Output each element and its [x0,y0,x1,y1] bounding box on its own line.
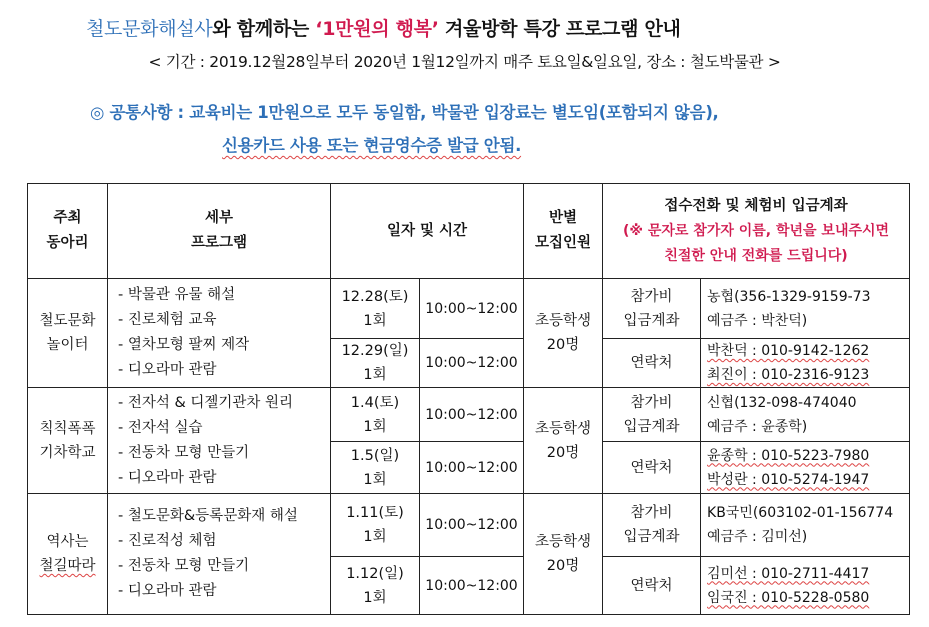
table-row [28,494,910,557]
header-contact-note-1: (※ 문자로 참가자 이름, 학년을 보내주시면 [622,222,890,239]
recruit-info [524,494,603,615]
account-holder: 예금주 : 김미선) [707,529,808,545]
account-label-line2: 입금계좌 [623,529,680,545]
club-name [28,494,108,615]
account-label [603,388,701,442]
program-item: - 디오라마 관람 [118,469,217,486]
program-item: - 전동차 모형 만들기 [118,444,250,461]
program-list [108,494,331,615]
header-recruit-line2: 모집인원 [535,235,592,251]
account-number: KB국민(603102-01-156774 [707,505,894,521]
session-date-day: 1.11(토) [346,505,404,521]
account-label-line1: 참가비 [630,505,673,521]
account-label-line2: 입금계좌 [623,312,680,329]
program-list [108,388,331,494]
contact-label: 연락처 [603,442,701,494]
notice-line-1: ◎ 공통사항 : 교육비는 1만원으로 모두 동일함, 박물관 입장료는 별도임(포함되지 않음), [90,103,719,122]
title-highlight: ‘1만원의 행복’ [315,18,439,40]
session-time: 10:00~12:00 [420,388,524,442]
session-time: 10:00~12:00 [420,339,524,388]
contact-phone: 박찬덕 : 010-9142-1262 [707,343,870,359]
recruit-info [524,388,603,494]
period-line: < 기간 : 2019.12월28일부터 2020년 1월12일까지 매주 토요일&일요일, 장소 : 철도박물관 > [148,53,781,71]
contact-info [701,442,910,494]
contact-phone: 김미선 : 010-2711-4417 [707,565,870,582]
session-date [331,388,420,442]
title-with: 와 함께하는 [212,18,316,40]
contact-phone: 박성란 : 010-5274-1947 [707,471,870,488]
club-name-line1: 칙칙폭폭 [39,420,96,437]
header-contact [603,184,910,279]
program-item: - 철도문화&등록문화재 해설 [118,508,298,524]
account-info [701,494,910,557]
program-table [27,183,910,615]
account-number: 신협(132-098-474040 [707,394,857,411]
session-date-day: 1.4(토) [350,394,400,411]
session-date [331,494,420,557]
header-contact-title: 접수전화 및 체험비 입금계좌 [664,197,848,214]
session-round: 1회 [363,367,387,383]
program-item: - 전자석 실습 [118,419,203,436]
recruit-count: 20명 [546,558,580,574]
account-info [701,279,910,339]
session-date-day: 12.29(일) [341,343,409,359]
club-name-line2: 철길따라 [39,558,96,574]
club-name [28,388,108,494]
session-round: 1회 [363,312,387,329]
contact-info [701,557,910,615]
table-row [28,279,910,339]
program-item: - 진로체험 교육 [118,312,217,328]
contact-label: 연락처 [603,557,701,615]
program-item: - 진로적성 체험 [118,533,217,549]
program-item: - 디오라마 관람 [118,583,217,599]
notice-line-2: 신용카드 사용 또는 현금영수증 발급 안됨. [222,136,522,155]
program-item: - 박물관 유물 해설 [118,287,236,303]
table-header-row [28,184,910,279]
club-name-line2: 기차학교 [39,444,96,461]
recruit-info [524,279,603,388]
contact-phone: 윤종학 : 010-5223-7980 [707,447,870,464]
account-holder: 예금주 : 박찬덕) [707,312,808,329]
header-club-line1: 주최 [53,210,82,226]
program-item: - 디오라마 관람 [118,362,217,378]
title-host: 철도문화해설사 [86,18,213,40]
account-label [603,494,701,557]
header-club-line2: 동아리 [46,235,89,251]
recruit-count: 20명 [546,444,580,461]
session-date-day: 12.28(토) [341,288,409,305]
session-date-day: 1.5(일) [350,447,400,464]
contact-phone: 최진이 : 010-2316-9123 [707,367,870,383]
header-program-line2: 프로그램 [190,235,248,251]
header-program [108,184,331,279]
page-title [0,14,929,41]
club-name [28,279,108,388]
session-round: 1회 [363,471,387,488]
session-time: 10:00~12:00 [420,494,524,557]
program-item: - 전자석 & 디젤기관차 원리 [118,394,294,411]
account-label [603,279,701,339]
account-info [701,388,910,442]
program-list [108,279,331,388]
recruit-count: 20명 [546,337,580,353]
header-recruit-line1: 반별 [549,210,578,226]
header-club [28,184,108,279]
session-time: 10:00~12:00 [420,279,524,339]
header-contact-note-2: 친절한 안내 전화를 드립니다) [664,247,848,264]
session-time: 10:00~12:00 [420,557,524,615]
club-name-line1: 철도문화 [39,313,96,329]
program-item: - 전동차 모형 만들기 [118,558,250,574]
account-label-line1: 참가비 [630,394,673,411]
session-time: 10:00~12:00 [420,442,524,494]
session-date [331,339,420,388]
program-item: - 열차모형 팔찌 제작 [118,337,250,353]
contact-info [701,339,910,388]
recruit-target: 초등학생 [535,534,592,550]
session-round: 1회 [363,529,387,545]
session-date-day: 1.12(일) [346,565,404,582]
contact-label: 연락처 [603,339,701,388]
table-row [28,388,910,442]
account-number: 농협(356-1329-9159-73 [707,288,871,305]
account-label-line2: 입금계좌 [623,418,680,435]
contact-phone: 임국진 : 010-5228-0580 [707,589,870,606]
header-recruit [524,184,603,279]
session-date [331,557,420,615]
club-name-line2: 놀이터 [46,337,89,353]
account-holder: 예금주 : 윤종학) [707,418,808,435]
header-program-line1: 세부 [204,210,233,226]
header-datetime: 일자 및 시간 [331,184,524,279]
session-round: 1회 [363,418,387,435]
session-date [331,279,420,339]
session-round: 1회 [363,589,387,606]
account-label-line1: 참가비 [630,288,673,305]
title-rest: 겨울방학 특강 프로그램 안내 [438,18,681,40]
recruit-target: 초등학생 [535,420,592,437]
recruit-target: 초등학생 [535,313,592,329]
club-name-line1: 역사는 [46,534,89,550]
session-date [331,442,420,494]
